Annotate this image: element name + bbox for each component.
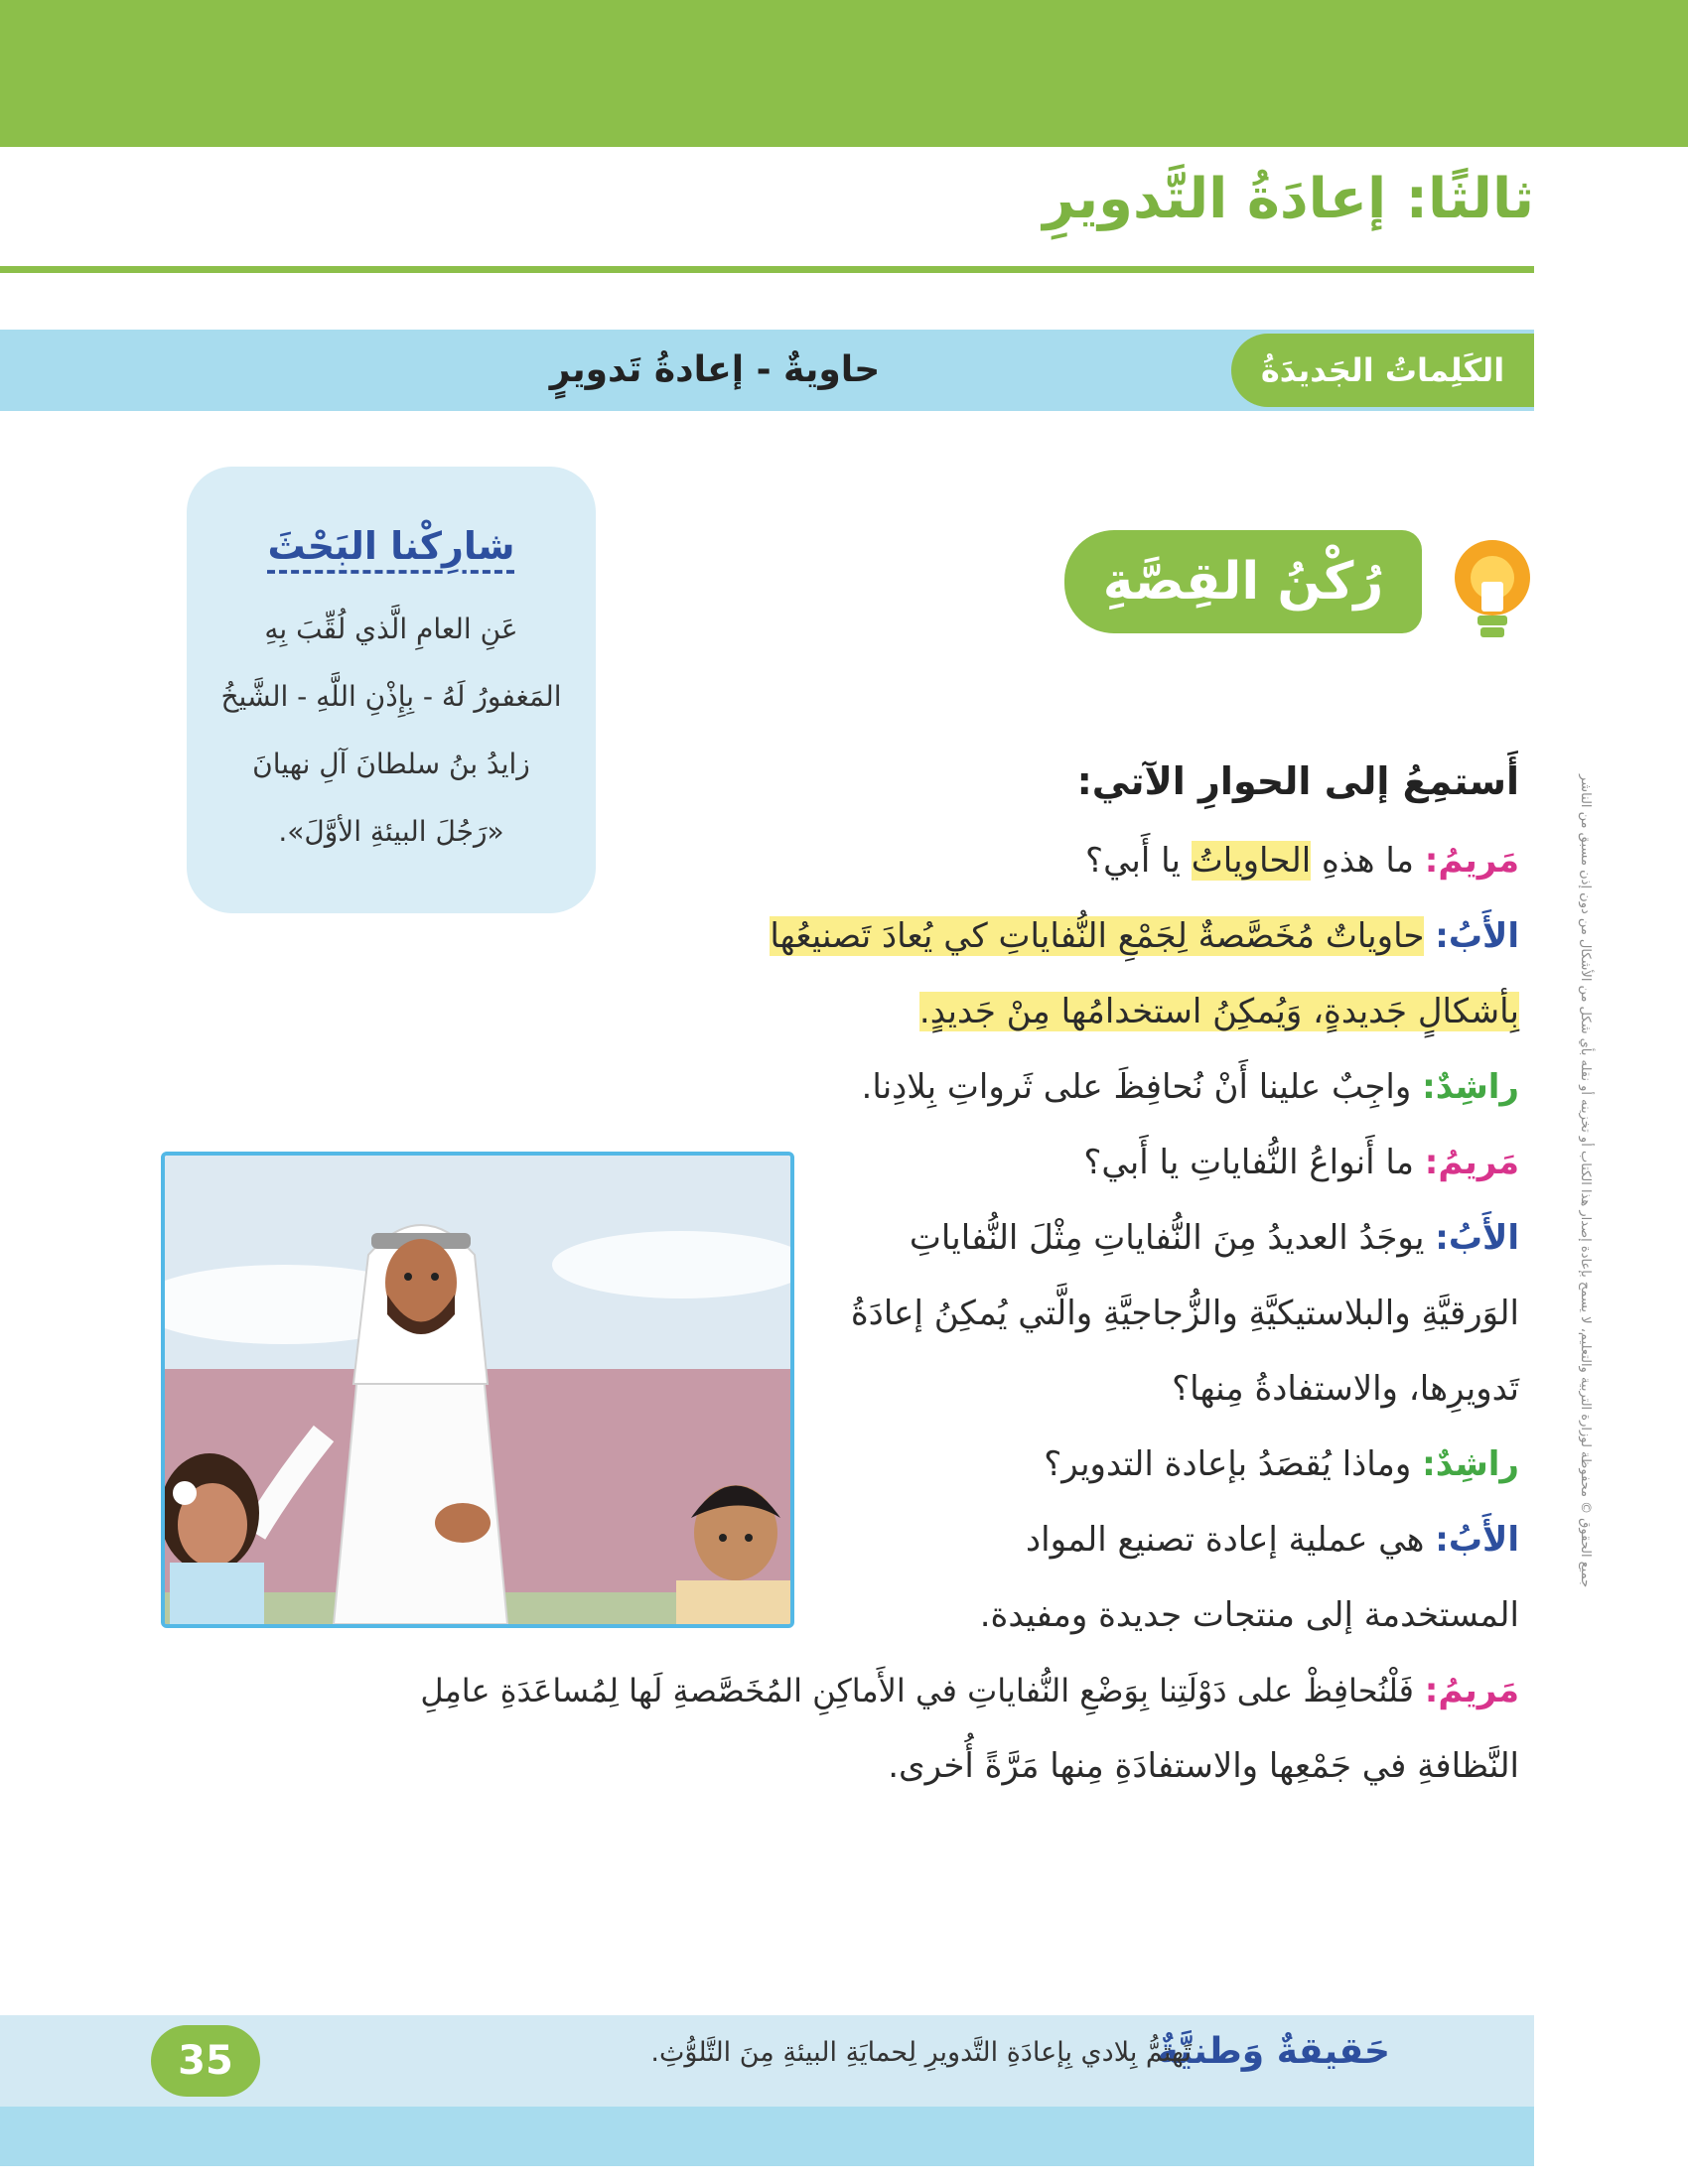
dialogue-line (888, 1746, 1519, 1786)
research-line: «رَجُلَ البيئةِ الأوَّلَ». (278, 815, 504, 848)
speaker-maryam: مَريمُ: (1424, 1671, 1519, 1710)
line-text: تَدويرِها، والاستفادةُ مِنها؟ (1172, 1369, 1519, 1409)
line-text: ما أَنواعُ النُّفاياتِ يا أَبي؟ (1083, 1143, 1414, 1182)
speaker-father: الأَبُ: (1435, 1520, 1519, 1560)
research-line: زايدُ بنُ سلطانَ آلِ نهيانَ (252, 748, 530, 780)
speaker-father: الأَبُ: (1435, 1218, 1519, 1258)
dialogue-line (1026, 1520, 1519, 1560)
dialogue-line (851, 1294, 1519, 1333)
research-line: عَنِ العامِ الَّذي لُقِّبَ بِهِ (264, 613, 518, 645)
dialogue-line (770, 916, 1519, 956)
line-text: النَّظافةِ في جَمْعِها والاستفادَةِ مِنها مَرَّةً أُخرى. (888, 1746, 1519, 1786)
research-title: شارِكْنا البَحْثَ (267, 524, 515, 568)
story-illustration (161, 1152, 794, 1628)
top-banner (0, 0, 1688, 147)
line-text: فَلْنُحافِظْ على دَوْلَتِنا بِوَضْعِ النُّفاياتِ في الأَماكِنِ المُخَصَّصةِ لَها لِمُساعَدَةِ عامِلِ (420, 1672, 1414, 1709)
line-text: واجِبٌ علينا أَنْ نُحافِظَ على ثَرواتِ بِلادِنا. (861, 1067, 1412, 1107)
line-text: هي عملية إعادة تصنيع المواد (1026, 1520, 1425, 1560)
line-text: ما هذهِ (1321, 841, 1414, 881)
highlighted-word: الحاوياتُ (1191, 841, 1312, 881)
line-text: وماذا يُقصَدُ بإعادة التدوير؟ (1044, 1444, 1412, 1484)
new-words-list: حاويةٌ - إعادةُ تَدويرٍ (549, 349, 881, 390)
dialogue-line (1044, 1444, 1519, 1484)
research-box (187, 467, 596, 913)
dialogue-prompt: أَستمِعُ إلى الحوارِ الآتي: (1076, 759, 1519, 803)
lightbulb-icon (1448, 536, 1537, 645)
highlighted-text: بِأشكالٍ جَديدةٍ، وَيُمكِنُ استخدامُها مِنْ جَديدٍ. (918, 992, 1519, 1031)
family-illustration (165, 1156, 790, 1624)
research-text (187, 596, 596, 866)
line-text: يا أَبي؟ (1085, 841, 1181, 881)
dialogue-line (910, 1218, 1519, 1258)
title-divider (0, 266, 1534, 273)
speaker-maryam: مَريمُ: (1424, 1143, 1519, 1182)
dialogue-line (1083, 1143, 1519, 1182)
research-line: المَغفورُ لَهُ - بِإِذْنِ اللَّهِ - الشَّيخُ (220, 680, 562, 713)
speaker-rashid: راشِدٌ: (1422, 1444, 1519, 1484)
copyright-note (1579, 774, 1607, 1946)
dialogue-line (862, 1067, 1519, 1107)
page-number: 35 (151, 2025, 260, 2097)
line-text: المستخدمة إلى منتجات جديدة ومفيدة. (979, 1595, 1519, 1635)
dialogue-line (420, 1671, 1519, 1710)
line-text: يوجَدُ العديدُ مِنَ النُّفاياتِ مِثْلَ النُّفاياتِ (909, 1218, 1425, 1258)
dialogue-line (1085, 841, 1519, 881)
new-words-label: الكَلِماتُ الجَديدَةُ (1231, 334, 1534, 407)
speaker-father: الأَبُ: (1435, 916, 1519, 956)
speaker-rashid: راشِدٌ: (1422, 1067, 1519, 1107)
dialogue-line (919, 992, 1519, 1031)
dialogue-line (980, 1595, 1519, 1635)
footer-strip (0, 2107, 1534, 2166)
story-corner-label: رُكْنُ القِصَّةِ (1064, 530, 1422, 633)
dialogue-line (1172, 1369, 1519, 1409)
speaker-maryam: مَريمُ: (1424, 841, 1519, 881)
page-title: ثالثًا: إعادَةُ التَّدويرِ (1043, 167, 1534, 231)
highlighted-text: حاوياتٌ مُخَصَّصةٌ لِجَمْعِ النُّفاياتِ كي يُعادَ تَصنيعُها (770, 916, 1425, 956)
line-text: الوَرقيَّةِ والبلاستيكيَّةِ والزُّجاجيَّةِ والَّتي يُمكِنُ إعادَةُ (850, 1294, 1519, 1333)
national-fact-label: حَقيقةٌ وَطنيَّةٌ (1157, 2031, 1390, 2072)
national-fact-text: تَهتمُّ بِلادي بِإعادَةِ التَّدويرِ لِحمايَةِ البيئةِ مِنَ التَّلوُّثِ. (650, 2037, 1192, 2068)
copyright-text: جميع الحقوق © محفوظة لوزارة التربية والتعليم، لا يسمح بإعادة إصدار هذا الكتاب أو تخزينه أو نقله بأي شكل من الأشكال من دون إذن مسبق من الناشر (1578, 774, 1593, 1588)
